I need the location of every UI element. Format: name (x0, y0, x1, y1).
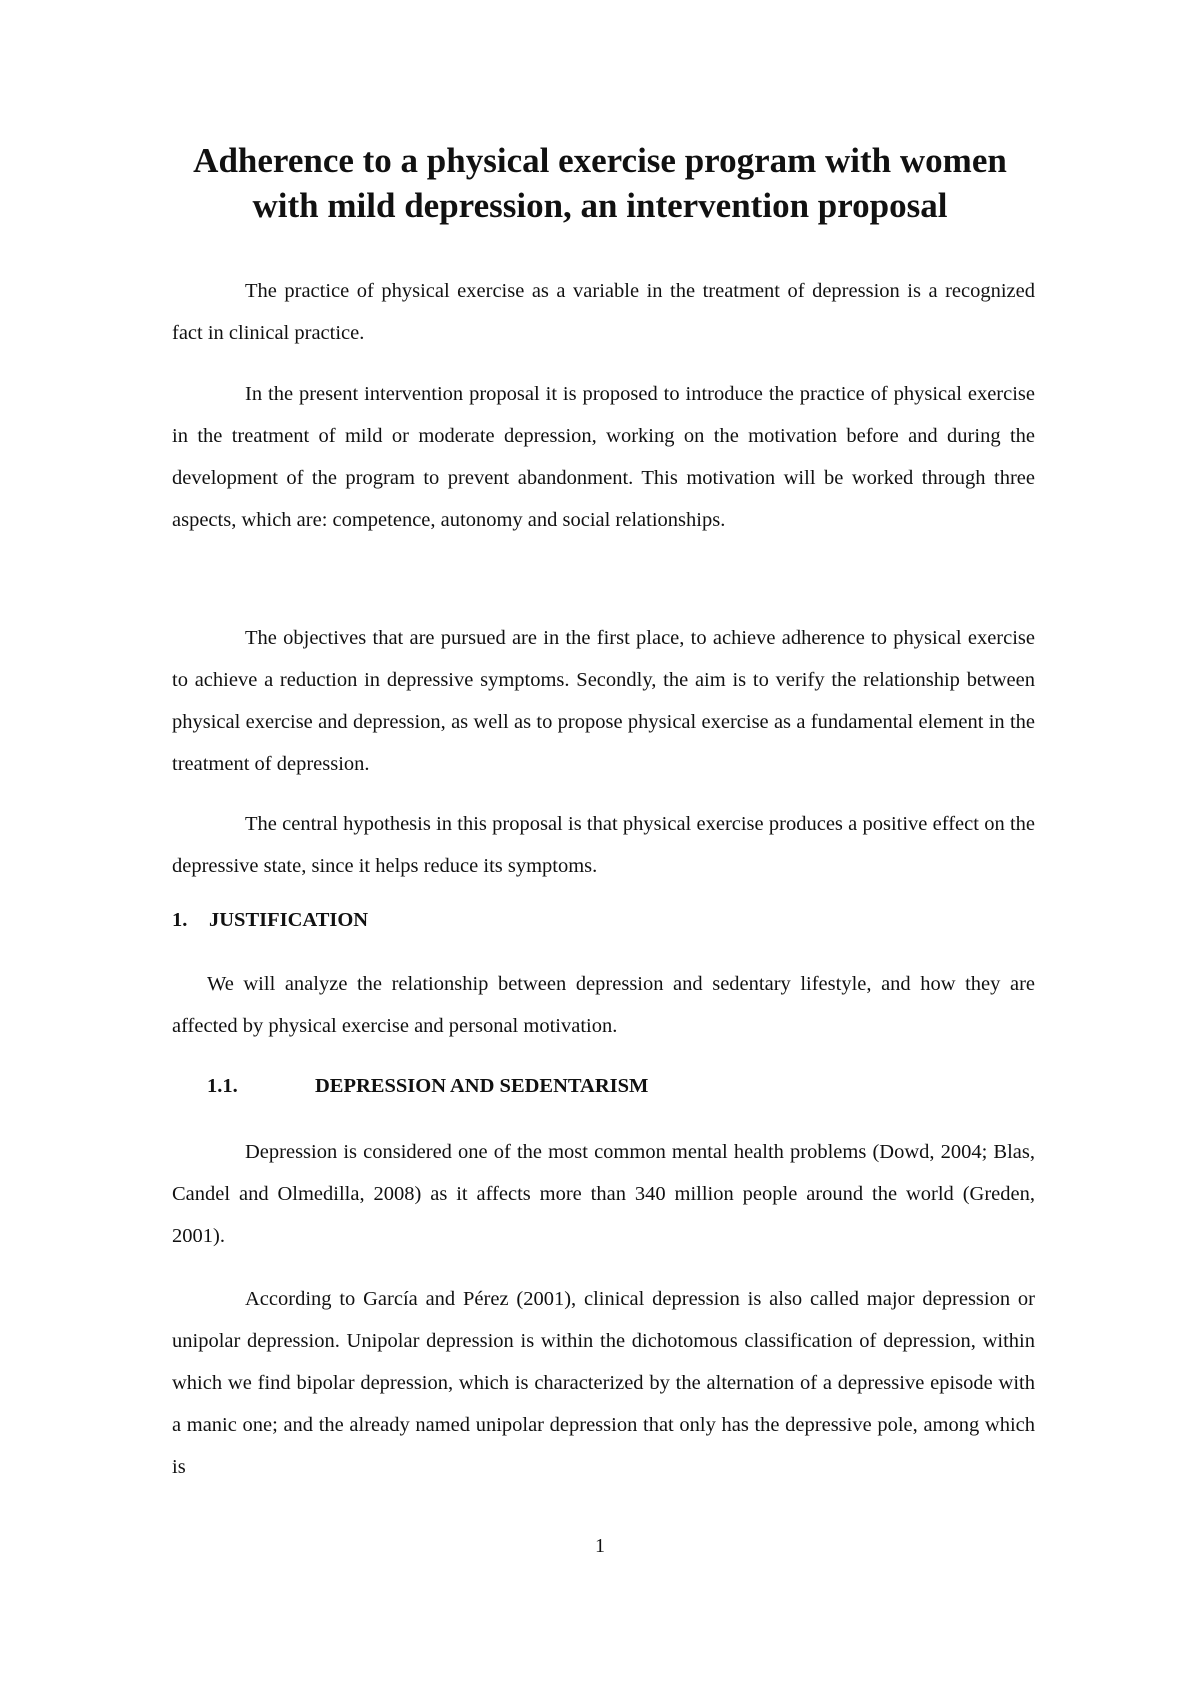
page-number: 1 (595, 1535, 605, 1557)
section-number: 1. (172, 909, 188, 931)
objectives-paragraph: The objectives that are pursued are in the first place, to achieve adherence to physical exercise to achieve a reduction in depressive symptoms. Secondly, the aim is to verify the relationship between physical exercise and depression, as well as to propose physical exercise as a fundamental element in the treatment of depression. (172, 627, 1035, 775)
depression-paragraph-1: Depression is considered one of the most common mental health problems (Dowd, 2004; Blas, Candel and Olmedilla, 2008) as it affects more than 340 million people around the world (Greden, 2001). (172, 1141, 1035, 1247)
document-title: Adherence to a physical exercise program with women with mild depression, an intervention proposal (193, 141, 1007, 225)
subsection-number: 1.1. (207, 1075, 238, 1097)
hypothesis-paragraph: The central hypothesis in this proposal is that physical exercise produces a positive effect on the depressive state, since it helps reduce its symptoms. (172, 813, 1035, 877)
intro-paragraph-2: In the present intervention proposal it is proposed to introduce the practice of physical exercise in the treatment of mild or moderate depression, working on the motivation before and during the development of the program to prevent abandonment. This motivation will be worked through three aspects, which are: competence, autonomy and social relationships. (172, 383, 1035, 531)
subsection-title: DEPRESSION AND SEDENTARISM (315, 1075, 649, 1097)
intro-paragraph-1: The practice of physical exercise as a variable in the treatment of depression is a recognized fact in clinical practice. (172, 280, 1035, 344)
depression-paragraph-2: According to García and Pérez (2001), clinical depression is also called major depression or unipolar depression. Unipolar depression is within the dichotomous classification of depression, within which we find bipolar depression, which is characterized by the alternation of a depressive episode with a manic one; and the already named unipolar depression that only has the depressive pole, among which is (172, 1288, 1035, 1478)
section-title: JUSTIFICATION (209, 909, 369, 931)
justification-paragraph: We will analyze the relationship between depression and sedentary lifestyle, and how they are affected by physical exercise and personal motivation. (172, 973, 1035, 1037)
